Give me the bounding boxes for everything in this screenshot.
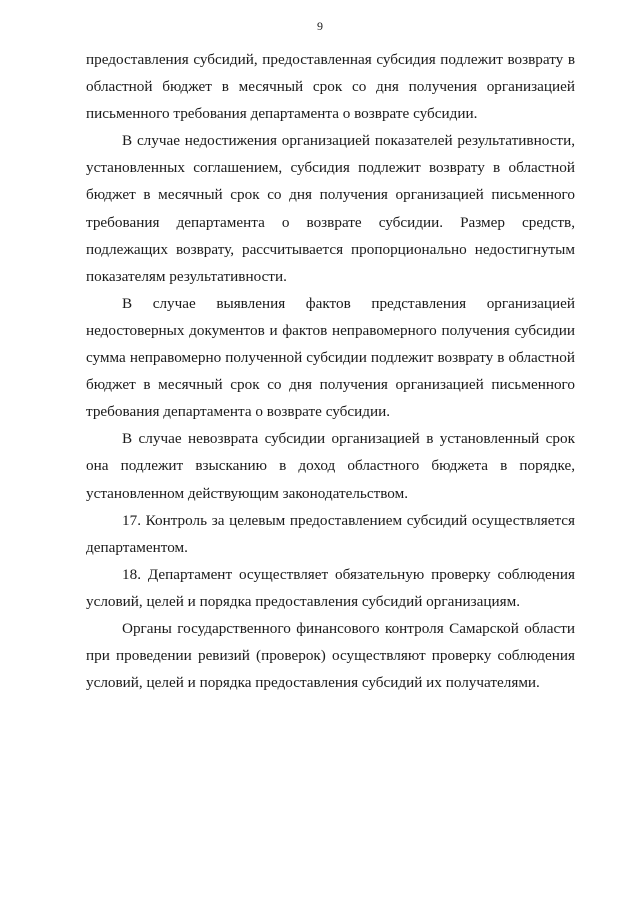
document-body: [86, 46, 575, 696]
paragraph-item-18: 18. Департамент осуществляет обязательную проверку соблюдения условий, целей и порядка предоставления субсидий организациям.: [86, 565, 575, 610]
paragraph-financial-control: Органы государственного финансового контроля Самарской области при проведении ревизий (проверок) осуществляют проверку соблюдения условий, целей и порядка предоставления субсидий их получателями.: [86, 619, 575, 692]
paragraph-nonachievement-refund: В случае недостижения организацией показателей результативности, установленных соглашением, субсидия подлежит возврату в областной бюджет в месячный срок со дня получения организацией письменного требования департамента о возврате субсидии. Размер средств, подлежащих возврату, рассчитывается пропорционально недостигнутым показателям результативности.: [86, 132, 575, 285]
page-number: 9: [317, 19, 323, 33]
paragraph-item-17: 17. Контроль за целевым предоставлением субсидий осуществляется департаментом.: [86, 511, 575, 556]
paragraph-continuation: предоставления субсидий, предоставленная субсидия подлежит возврату в областной бюджет в месячный срок со дня получения организацией письменного требования департамента о возврате субсидии.: [86, 51, 575, 123]
paragraph-nonreturn-recovery: В случае невозврата субсидии организацией в установленный срок она подлежит взысканию в доход областного бюджета в порядке, установленном действующим законодательством.: [86, 430, 575, 502]
paragraph-false-documents-refund: В случае выявления фактов представления организацией недостоверных документов и фактов неправомерного получения субсидии сумма неправомерно полученной субсидии подлежит возврату в областной бюджет в месячный срок со дня получения организацией письменного требования департамента о возврате субсидии.: [86, 294, 575, 421]
